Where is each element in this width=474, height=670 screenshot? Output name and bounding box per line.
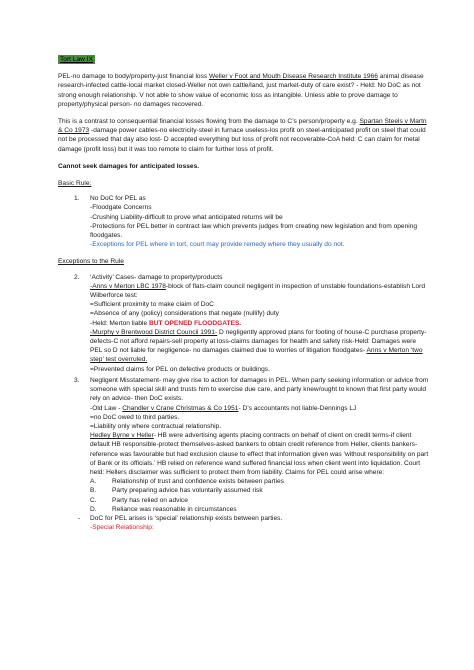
activity-cases-line: ‘Activity’ Cases- damage to property/products xyxy=(90,273,223,281)
condition-item xyxy=(90,505,430,514)
document-page xyxy=(58,55,430,534)
exceptions-note: -Exceptions for PEL where in tort, court may provide remedy where they usually do not. xyxy=(90,241,345,249)
murphy-text: D negligently approved plans for footing of house-C purchase property-defects-C not afford repairs-sell property at loss-claims damages for health and safety risk-Held: Damages were PEL so D not liable for negligence- no damages claimed due to worries of litigation floodgates- xyxy=(90,328,427,355)
condition-letter: A. xyxy=(90,478,97,486)
spartan-case-link: Spartan Steels v Martn & Co 1973 xyxy=(58,118,427,135)
held-text: -Held: Merton liable xyxy=(90,319,150,327)
hedley-text: - HB were advertising agents placing contracts on behalf of client on credit terms-if client default HB responsible-protect themselves-asked bankers to obtain credit reference from Heller, clients bankers-reference was favourable but had exclusion clause to effect that information given was ‘without responsibility on part of Bank or its officials.’ HB relied on reference wand suffered financial loss when client went into liquidation. Court held: Hellers disclaimer was sufficient to protect them from liability. Claims for PEL could arise where: xyxy=(90,432,429,476)
no-doc-line: =no DoC owed to third parties. xyxy=(90,413,180,421)
dash-bullet: - xyxy=(78,514,81,522)
misstatement-line: Negligent Misstatement- may give rise to action for damages in PEL. When party seeking information or advice from someone with special skill and trusts him to exercise due care, and party knew/ought to known that first party would rely on advice- then DoC exists. xyxy=(90,376,429,403)
basic-rule-list xyxy=(58,194,430,249)
page-title: Tort Law IX xyxy=(60,56,93,63)
chandler-case-link: Chandler v Crane Christmas & Co 1951 xyxy=(122,404,239,412)
basic-rule-line: -Floodgate Concerns xyxy=(90,204,152,212)
anns-case-link: -Anns v Merton LBC 1978 xyxy=(90,282,166,290)
hedley-case-link: Hedley Byrne v Heller xyxy=(90,432,154,440)
murphy-case-link: -Murphy v Brentwood District Council 1991- xyxy=(90,328,218,336)
proximity-line: =Sufficient proximity to make claim of DoC xyxy=(90,301,214,309)
condition-item xyxy=(90,486,430,495)
old-law-label: -Old Law - xyxy=(90,404,123,412)
intro-text-b: animal disease research-infected cattle-local market closed-Weller not own cattle/land, just market-duty of care exist? - Held: No DoC as not strong enough relationship. V not able to show value of economic loss as intangible. Unless able to prove damage to property/physical person- no damages recovered. xyxy=(58,73,424,108)
basic-rule-line: -Crushing Liability-difficult to prove what anticipated returns will be xyxy=(90,213,283,221)
basic-rule-heading: Basic Rule: xyxy=(58,180,92,188)
condition-letter: B. xyxy=(90,487,97,495)
condition-text: Party preparing advice has voluntarily assumed risk xyxy=(112,487,263,495)
exceptions-heading: Exceptions to the Rule xyxy=(58,258,124,266)
contrast-paragraph xyxy=(58,117,430,154)
intro-text-a: PEL-no damage to body/property-just financial loss xyxy=(58,73,210,81)
condition-text: Relationship of trust and confidence exists between parties xyxy=(112,478,284,486)
anns-overruled-link: Anns v Merton ‘two step’ test overruled. xyxy=(90,347,423,364)
cannot-seek-heading: Cannot seek damages for anticipated losses. xyxy=(58,162,200,170)
contrast-text-b: -damage power cables-no electricity-steel in furnace useless-los profit on steel-anticipated profit on steel that could not be processed that day also lost- D accepted everything but loss of profit not recoverable-CoA held: C can claim for metal damage (profit loss) but it was too remote to claim for further loss of profit. xyxy=(58,127,426,153)
list-number: 1. xyxy=(74,195,80,203)
special-relationship-line: -Special Relationship: xyxy=(90,524,154,532)
held-line xyxy=(90,319,430,328)
basic-rule-line: No DoC for PEL as xyxy=(90,195,146,203)
basic-rule-heading-block xyxy=(58,179,430,188)
list-item xyxy=(58,273,430,374)
old-law-text: - D’s accountants not liable-Dennings LJ xyxy=(238,404,357,412)
intro-paragraph xyxy=(58,72,430,109)
condition-letter: C. xyxy=(90,496,97,504)
doc-bullet xyxy=(78,514,430,523)
murphy-line xyxy=(90,328,430,365)
list-number: 3. xyxy=(74,376,80,384)
floodgates-warning: BUT OPENED FLOODGATES. xyxy=(149,319,242,327)
condition-text: Reliance was reasonable in circumstances xyxy=(112,505,237,513)
condition-text: Party has relied on advice xyxy=(112,496,188,504)
condition-item xyxy=(90,496,430,505)
hedley-line xyxy=(90,431,430,477)
contrast-text-a: This is a contrast to consequential financial losses flowing from the damage to C’s person/property e.g. xyxy=(58,118,360,126)
exceptions-heading-block xyxy=(58,257,430,266)
condition-item xyxy=(90,477,430,486)
basic-rule-line: -Protections for PEL better in contract law which prevents judges from creating new legislation and from opening floodgates. xyxy=(90,222,418,240)
list-item xyxy=(58,194,430,249)
policy-line: =Absence of any (policy) considerations that negate (nullify) duty xyxy=(90,310,279,318)
heading-block xyxy=(58,55,430,64)
old-law-line xyxy=(90,404,430,413)
anns-text: -block of flats-claim council negligent in inspection of unstable foundations-establish Lord Wilberforce test: xyxy=(90,282,426,300)
liability-line: =Liability only where contractual relationship. xyxy=(90,422,222,430)
anns-line xyxy=(90,282,430,300)
list-item xyxy=(58,376,430,532)
exceptions-list xyxy=(58,273,430,533)
list-number: 2. xyxy=(74,273,80,281)
prevented-line: =Prevented claims for PEL on defective products or buildings. xyxy=(90,365,270,373)
doc-text: DoC for PEL arises is ‘special’ relationship exists between parties. xyxy=(90,514,283,522)
weller-case-link: Weller v Foot and Mouth Disease Research Institute 1966 xyxy=(209,73,378,81)
condition-letter: D. xyxy=(90,505,97,513)
